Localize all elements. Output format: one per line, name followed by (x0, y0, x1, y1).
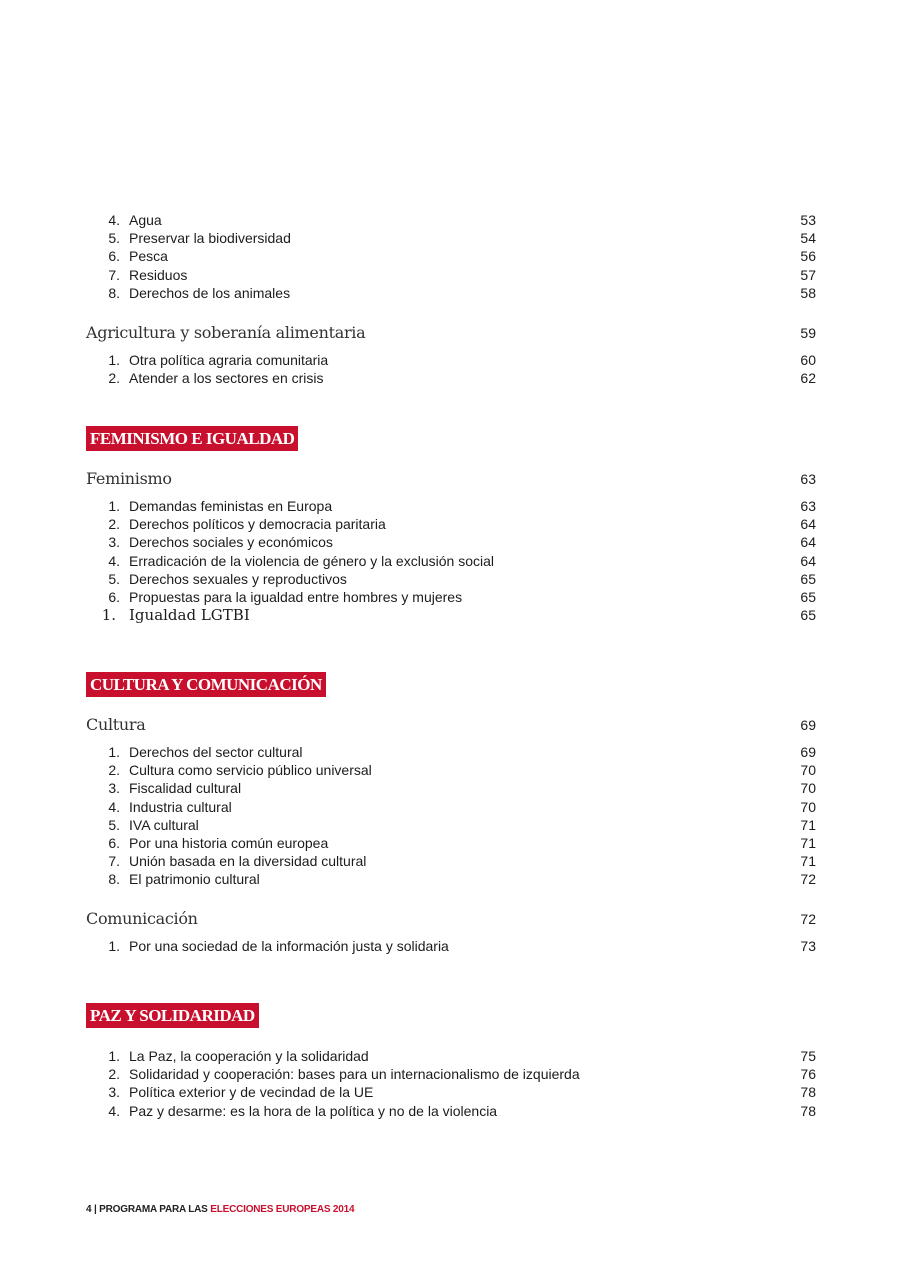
entry-title: Solidaridad y cooperación: bases para un internacionalismo de izquierda (129, 1066, 580, 1083)
entry-title: Política exterior y de vecindad de la UE (129, 1084, 374, 1101)
entry-number: 2. (108, 370, 120, 387)
entry-page: 60 (800, 352, 816, 368)
entry-number: 2. (108, 516, 120, 533)
toc-entry[interactable] (86, 937, 816, 955)
toc-entry[interactable] (86, 284, 816, 302)
entry-title: Demandas feministas en Europa (129, 498, 333, 514)
entry-title: Derechos políticos y democracia paritaria (129, 516, 386, 533)
entry-title: Erradicación de la violencia de género y la exclusión social (129, 552, 494, 569)
entry-page: 65 (800, 588, 816, 605)
entry-number: 1. (108, 938, 120, 954)
toc-entry[interactable] (86, 1083, 816, 1101)
entry-title: Igualdad LGTBI (129, 606, 250, 625)
toc-entry[interactable] (86, 552, 816, 570)
entry-number: 2. (108, 762, 120, 779)
toc-entry[interactable] (86, 1065, 816, 1083)
toc-entry[interactable] (86, 570, 816, 588)
section-banner[interactable]: CULTURA Y COMUNICACIÓN (86, 672, 326, 697)
entry-number: 3. (108, 534, 120, 551)
toc-list (86, 743, 816, 889)
subsection-heading[interactable] (86, 322, 816, 344)
footer-prefix: PROGRAMA PARA LAS (99, 1204, 208, 1215)
entry-number: 6. (108, 834, 120, 851)
toc-entry[interactable] (86, 588, 816, 606)
toc-list (86, 1047, 816, 1120)
subsection-heading[interactable] (86, 714, 816, 736)
entry-number: 8. (108, 284, 120, 301)
entry-title: Propuestas para la igualdad entre hombres y mujeres (129, 588, 463, 605)
toc-list (86, 497, 816, 624)
entry-title: Por una sociedad de la información justa y solidaria (129, 938, 449, 954)
toc-entry[interactable] (86, 852, 816, 870)
entry-page: 64 (800, 516, 816, 533)
entry-title: Industria cultural (129, 798, 232, 815)
entry-page: 71 (800, 816, 816, 833)
toc-entry[interactable] (86, 1102, 816, 1120)
entry-page: 54 (800, 230, 816, 247)
entry-page: 73 (800, 938, 816, 954)
entry-page: 65 (800, 570, 816, 587)
entry-number: 5. (108, 570, 120, 587)
entry-page: 64 (800, 552, 816, 569)
entry-title: Paz y desarme: es la hora de la política y no de la violencia (129, 1102, 498, 1119)
entry-page: 53 (800, 212, 816, 228)
entry-number: 5. (108, 816, 120, 833)
entry-page: 63 (800, 498, 816, 514)
entry-page: 78 (800, 1102, 816, 1119)
entry-page: 78 (800, 1084, 816, 1101)
entry-page: 69 (800, 744, 816, 760)
toc-entry[interactable] (86, 761, 816, 779)
entry-title: Otra política agraria comunitaria (129, 352, 329, 368)
entry-number: 2. (108, 1066, 120, 1083)
entry-number: 5. (108, 230, 120, 247)
entry-number: 7. (108, 853, 120, 870)
subsection-title: Feminismo (86, 469, 172, 488)
toc-entry[interactable] (86, 515, 816, 533)
toc-entry[interactable] (86, 266, 816, 284)
entry-number: 4. (108, 798, 120, 815)
entry-title: Preservar la biodiversidad (129, 230, 291, 247)
entry-number: 8. (108, 871, 120, 888)
entry-title: Atender a los sectores en crisis (129, 370, 324, 387)
entry-title: Derechos del sector cultural (129, 744, 303, 760)
subsection-page: 72 (800, 911, 816, 927)
entry-title: Agua (129, 212, 162, 228)
entry-number: 3. (108, 1084, 120, 1101)
subsection-title: Comunicación (86, 909, 198, 928)
entry-title: Residuos (129, 266, 188, 283)
section-banner[interactable]: FEMINISMO E IGUALDAD (86, 426, 298, 451)
toc-entry[interactable] (86, 834, 816, 852)
entry-page: 56 (800, 248, 816, 265)
entry-title: Fiscalidad cultural (129, 780, 242, 797)
entry-number: 1. (108, 1048, 120, 1064)
entry-title: IVA cultural (129, 816, 199, 833)
toc-entry[interactable] (86, 816, 816, 834)
entry-title: La Paz, la cooperación y la solidaridad (129, 1048, 369, 1064)
toc-entry[interactable] (86, 497, 816, 515)
entry-page: 58 (800, 284, 816, 301)
toc-entry[interactable] (86, 606, 816, 624)
entry-title: Derechos de los animales (129, 284, 291, 301)
entry-page: 62 (800, 370, 816, 387)
entry-title: Derechos sexuales y reproductivos (129, 570, 347, 587)
entry-number: 1. (108, 498, 120, 514)
subsection-title: Cultura (86, 715, 146, 734)
entry-page: 75 (800, 1048, 816, 1064)
toc-entry[interactable] (86, 351, 816, 369)
toc-entry[interactable] (86, 247, 816, 265)
toc-entry[interactable] (86, 798, 816, 816)
entry-number: 4. (108, 212, 120, 228)
entry-number: 1. (108, 744, 120, 760)
entry-title: Cultura como servicio público universal (129, 762, 372, 779)
entry-page: 57 (800, 266, 816, 283)
entry-page: 71 (800, 834, 816, 851)
entry-title: Por una historia común europea (129, 834, 329, 851)
footer-separator: | (93, 1204, 97, 1215)
toc-entry[interactable] (86, 369, 816, 387)
toc-entry[interactable] (86, 229, 816, 247)
toc-entry[interactable] (86, 1047, 816, 1065)
footer-page-number: 4 (86, 1204, 92, 1215)
entry-number: 1. (101, 606, 116, 625)
entry-page: 70 (800, 798, 816, 815)
entry-title: Derechos sociales y económicos (129, 534, 333, 551)
entry-number: 6. (108, 588, 120, 605)
subsection-heading[interactable] (86, 468, 816, 490)
page-footer (86, 1204, 354, 1215)
entry-number: 1. (108, 352, 120, 368)
entry-title: El patrimonio cultural (129, 871, 260, 888)
entry-number: 3. (108, 780, 120, 797)
entry-page: 70 (800, 780, 816, 797)
entry-number: 7. (108, 266, 120, 283)
entry-page: 70 (800, 762, 816, 779)
toc-entry[interactable] (86, 743, 816, 761)
entry-title: Pesca (129, 248, 168, 265)
subsection-page: 63 (800, 471, 816, 487)
subsection-page: 59 (800, 325, 816, 341)
entry-number: 4. (108, 1102, 120, 1119)
toc-entry[interactable] (86, 779, 816, 797)
toc-list (86, 351, 816, 387)
subsection-heading[interactable] (86, 908, 816, 930)
toc-entry[interactable] (86, 870, 816, 888)
toc-entry[interactable] (86, 211, 816, 229)
subsection-title: Agricultura y soberanía alimentaria (86, 323, 366, 342)
entry-page: 76 (800, 1066, 816, 1083)
section-banner[interactable]: PAZ Y SOLIDARIDAD (86, 1003, 259, 1028)
entry-number: 6. (108, 248, 120, 265)
toc-entry[interactable] (86, 533, 816, 551)
entry-page: 71 (800, 853, 816, 870)
toc-list (86, 211, 816, 302)
footer-accent: ELECCIONES EUROPEAS 2014 (210, 1204, 355, 1215)
entry-number: 4. (108, 552, 120, 569)
entry-page: 72 (800, 871, 816, 888)
subsection-page: 69 (800, 717, 816, 733)
entry-title: Unión basada en la diversidad cultural (129, 853, 367, 870)
entry-page: 65 (800, 607, 816, 624)
entry-page: 64 (800, 534, 816, 551)
toc-list (86, 937, 816, 955)
